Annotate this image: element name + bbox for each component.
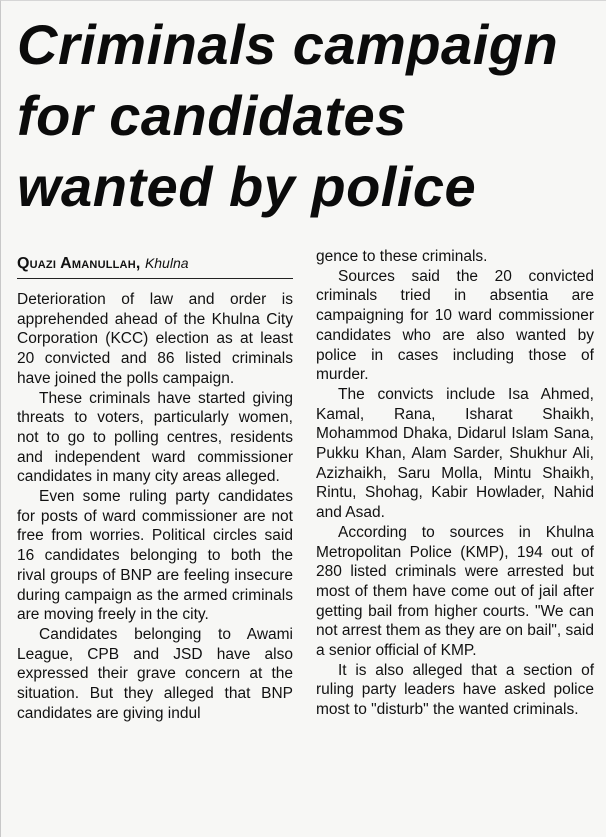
paragraph: Even some ruling party candidates for posts of ward commissioner are not free from worries. Political circles said 16 candidates belonging to both the rival groups of BNP are feeling insecure during campaign as the armed criminals are moving freely in the city. (17, 488, 293, 624)
paragraph: Candidates belonging to Awami League, CPB and JSD have also expressed their grave concern at the situation. But they alleged that BNP candidates are giving indul (17, 625, 293, 722)
paragraph: Deterioration of law and order is apprehended ahead of the Khulna City Corporation (KCC) election as at least 20 convicted and 86 listed criminals have joined the polls campaign. (17, 291, 293, 387)
paragraph: gence to these criminals. (316, 248, 488, 265)
paragraph: According to sources in Khulna Metropolitan Police (KMP), 194 out of 280 listed criminals were arrested but most of them have come out of jail after getting bail from higher courts. "We can not arrest them as they are on bail", said a senior official of KMP. (316, 523, 594, 660)
paragraph: It is also alleged that a section of ruling party leaders have asked police most to "disturb" the wanted criminals. (316, 661, 594, 719)
byline (17, 253, 293, 274)
paragraph: The convicts include Isa Ahmed, Kamal, Rana, Isharat Shaikh, Mohammod Dhaka, Didarul Islam Sana, Pukku Khan, Alam Sarder, Shukhur Ali, Azizhaikh, Saru Molla, Mintu Shaikh, Rintu, Shohag, Kabir Howlader, Nahid and Asad. (316, 385, 594, 522)
headline-line-3: wanted by police (17, 155, 477, 218)
article-column-2 (316, 247, 594, 720)
byline-location: Khulna (144, 255, 189, 271)
headline-line-2: for candidates (17, 84, 407, 147)
headline (17, 9, 601, 222)
headline-line-1: Criminals campaign (17, 13, 559, 76)
byline-author: Quazi Amanullah, (17, 255, 141, 272)
article-column-1 (17, 290, 293, 723)
byline-rule (17, 278, 293, 279)
paragraph: These criminals have started giving threats to voters, particularly women, not to go to polling centres, residents and independent ward commissioner candidates in many city areas alleged. (17, 389, 293, 486)
paragraph: Sources said the 20 convicted criminals tried in absentia are campaigning for 10 ward commissioner candidates who are also wanted by police in cases including those of murder. (316, 267, 594, 384)
